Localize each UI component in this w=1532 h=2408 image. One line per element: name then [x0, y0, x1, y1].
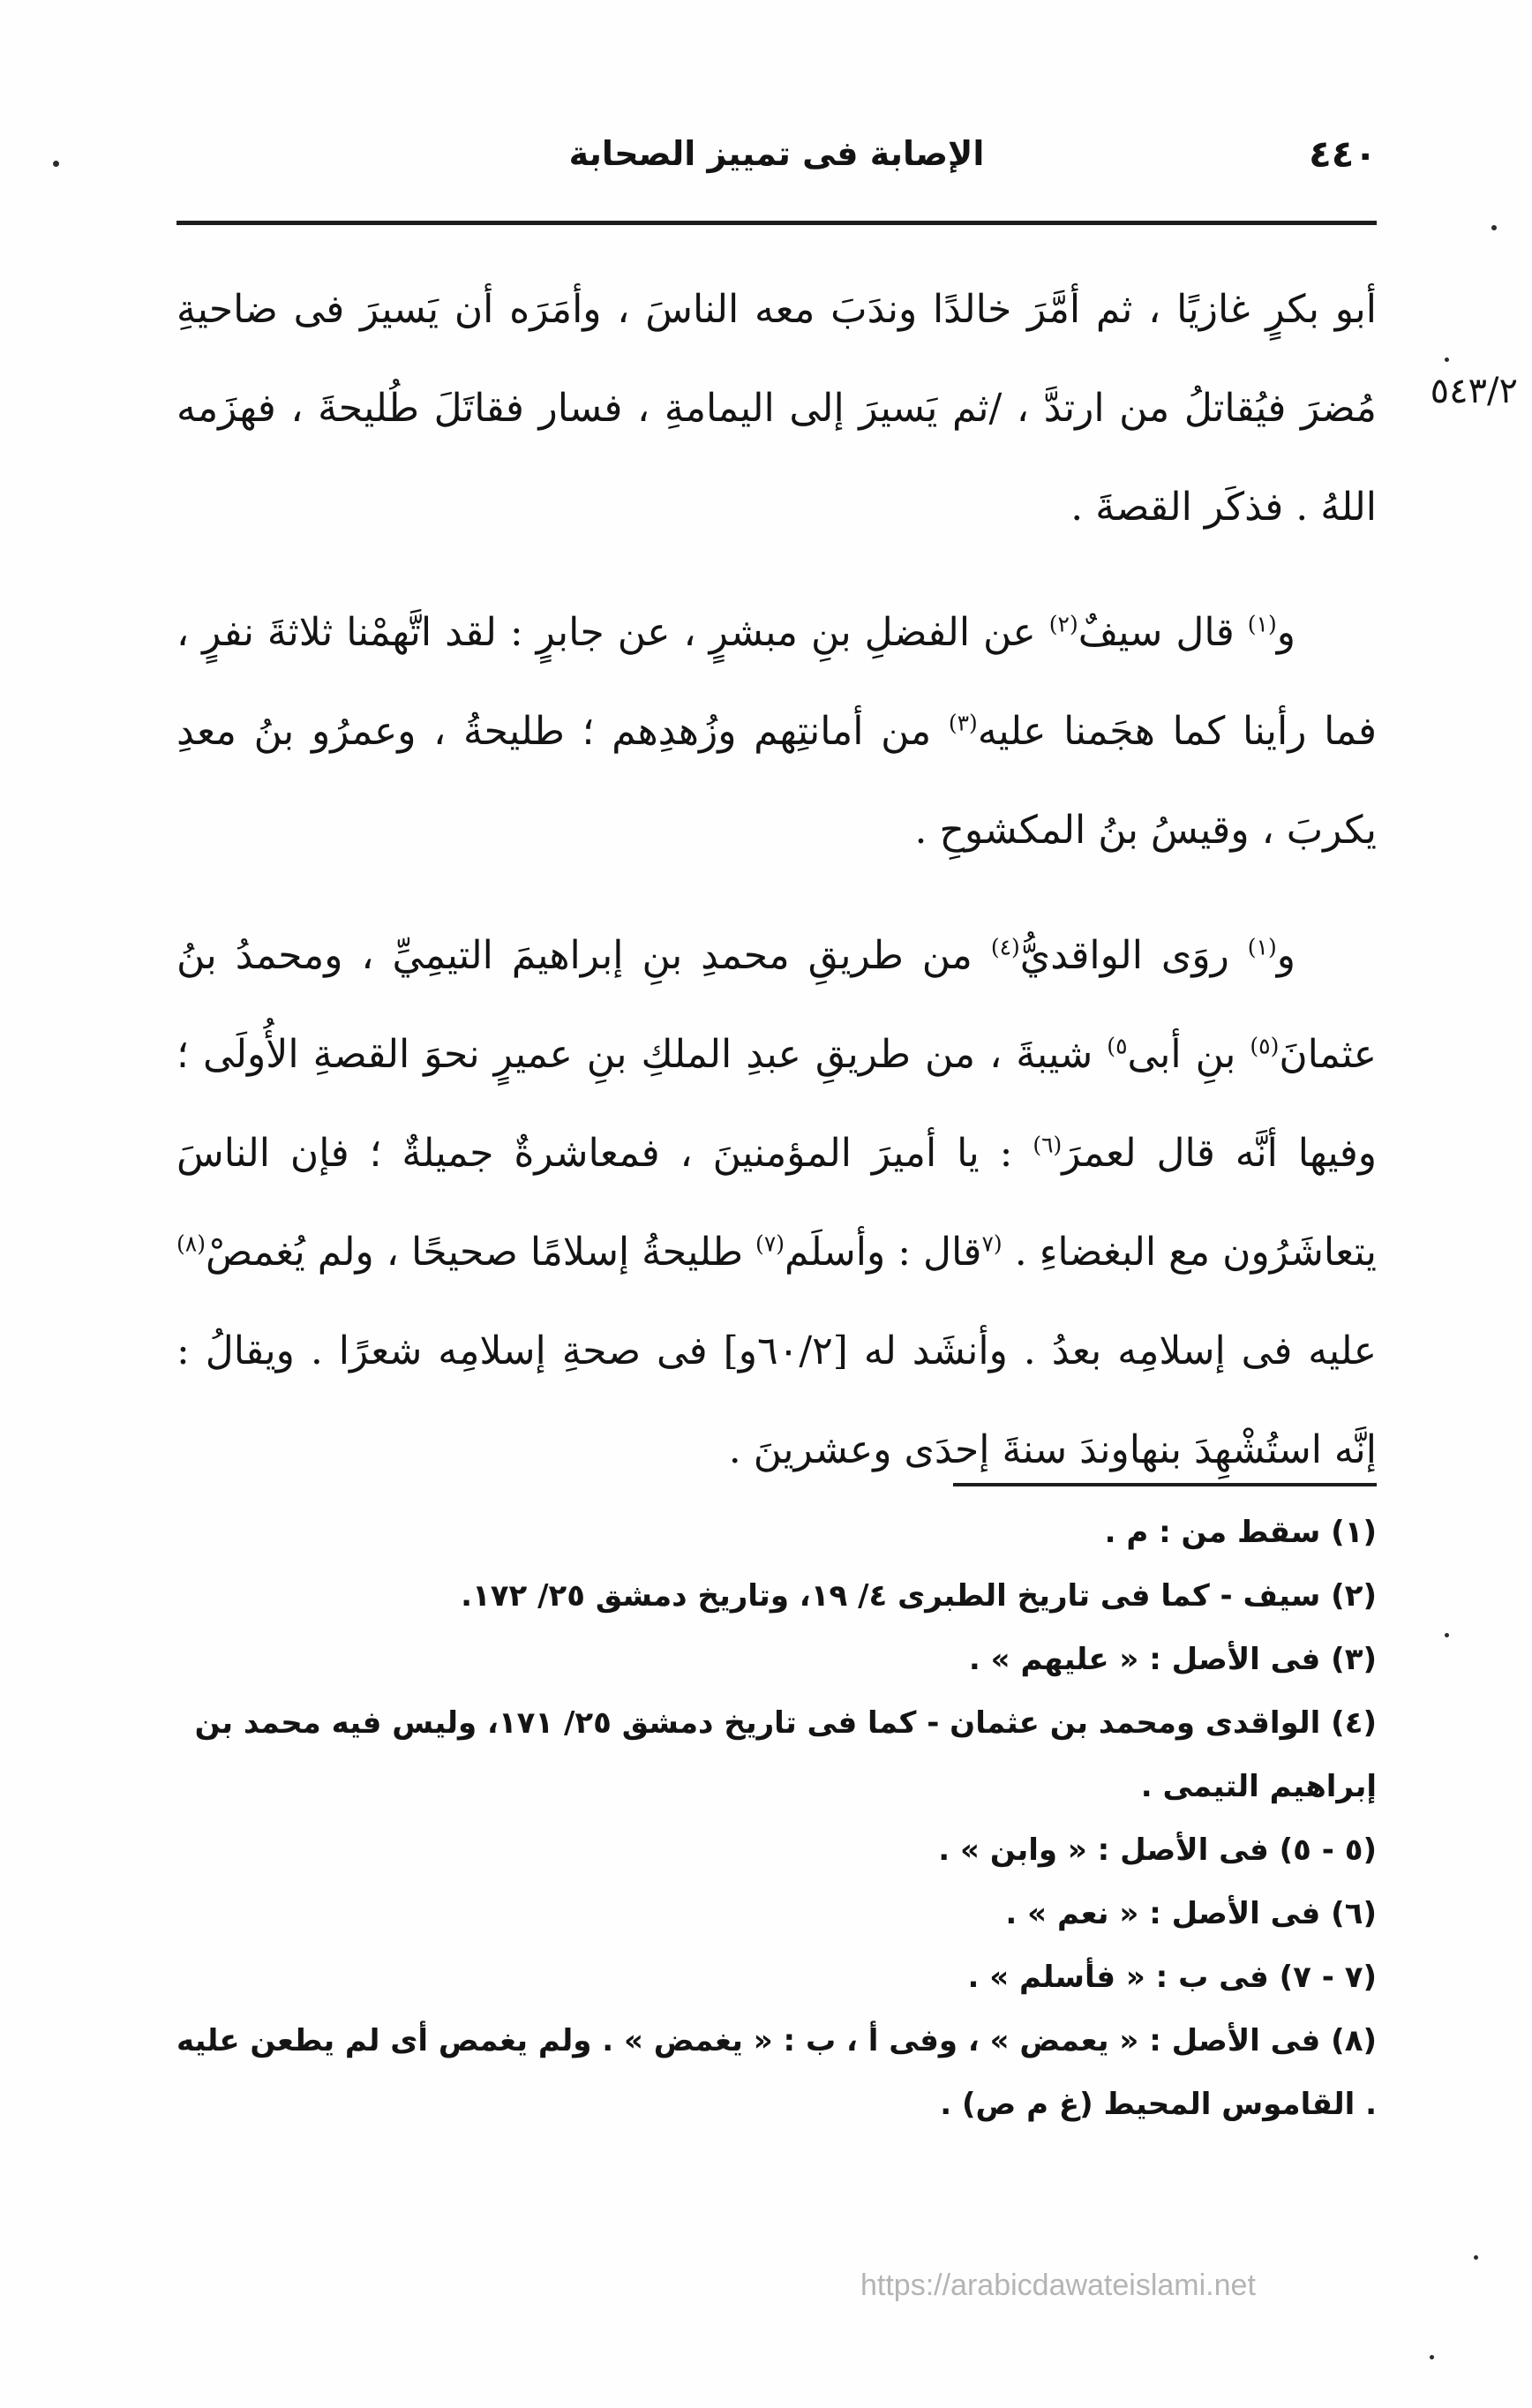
paragraph-1-line-1: أبو بكرٍ غازيًا ، ثم أمَّرَ خالدًا وندَبَ معه الناسَ ، وأمَرَه أن يَسيرَ فى ضاحيةِ مُضرَ — [176, 287, 1377, 431]
footnote-marker-7-open: (٧ — [981, 1230, 1003, 1257]
paragraph-2-text: قال سيفٌ — [1078, 610, 1235, 655]
footnote-8: (٨) فى الأصل : « يعمض » ، وفى أ ، ب : « يغمض » . ولم يغمص أى لم يطعن عليه . القاموس المحيط (غ م ص) . — [176, 2023, 1377, 2122]
scan-speck — [1430, 2355, 1434, 2359]
scan-speck — [1445, 1633, 1449, 1637]
paragraph-3-text: بنِ أبى — [1127, 1032, 1250, 1077]
footnote-marker-1: (١) — [1247, 611, 1277, 637]
paragraph-1-line-3: القصةَ . — [1070, 485, 1192, 530]
paragraph-3-text: شيبةَ ، من طريقِ عبدِ الملكِ بنِ عميرٍ نحوَ القصةِ الأُولَى ؛ وفيها أنَّه قال لعمرَ — [176, 1032, 1377, 1176]
paragraph-1 — [176, 260, 1377, 557]
running-title: الإصابة فى تمييز الصحابة — [568, 134, 985, 173]
scan-speck — [1491, 225, 1497, 230]
paragraph-3-text: من طريقِ محمدِ بنِ إبراهيمَ التيمِيِّ ، ومحمدُ بنُ عثمانَ — [176, 933, 1378, 1077]
paragraph-3-text: و — [1276, 933, 1295, 978]
footnote-1: (١) سقط من : م . — [1104, 1515, 1377, 1550]
margin-volume-page-reference: ٥٤٣/٢ — [1430, 371, 1518, 411]
footnote-7: (٧ - ٧) فى ب : « فأسلم » . — [967, 1960, 1377, 1995]
footnote-6: (٦) فى الأصل : « نعم » . — [1005, 1896, 1377, 1931]
footnote-marker-2: (٢) — [1048, 611, 1078, 637]
paragraph-2 — [176, 583, 1377, 880]
footnote-marker-1: (١) — [1247, 934, 1277, 960]
scan-speck — [1445, 357, 1449, 362]
page-header — [176, 132, 1377, 194]
footnote-2: (٢) سيف - كما فى تاريخ الطبرى ٤/ ١٩، وتاريخ دمشق ٢٥/ ١٧٢. — [461, 1578, 1377, 1614]
footnote-marker-7-close: (٧) — [755, 1230, 785, 1257]
paragraph-2-text: و — [1276, 610, 1295, 655]
scan-speck — [53, 161, 59, 167]
paragraph-2-text: عن الفضلِ بنِ مبشرٍ ، عن جابرٍ : لقد اتَّهمْنا ثلاثةَ نفرٍ ، فما رأينا كما هجَمنا عليه — [176, 610, 1377, 754]
paragraph-3 — [176, 907, 1377, 1500]
header-rule — [176, 221, 1377, 225]
footnote-5: (٥ - ٥) فى الأصل : « وابن » . — [938, 1832, 1377, 1868]
footnote-marker-5-open: (٥) — [1250, 1033, 1280, 1059]
footnote-marker-4: (٤) — [990, 934, 1020, 960]
paragraph-3-text: عليه فى إسلامِه بعدُ . وأنشَد له [٦٠/٢و] فى صحةِ إسلامِه شعرًا . ويقالُ : إنَّه استُشْهِدَ بنهاوندَ سنةَ إحدَى وعشرينَ . — [176, 1328, 1377, 1472]
footnote-4: (٤) الواقدى ومحمد بن عثمان - كما فى تاريخ دمشق ٢٥/ ١٧١، وليس فيه محمد بن إبراهيم التيمى . — [194, 1705, 1377, 1804]
footnotes-rule — [953, 1483, 1377, 1486]
paragraph-2-text: من أمانتِهم وزُهدِهم ؛ طليحةُ ، وعمرُو بنُ معدِ يكربَ ، وقيسُ بنُ المكشوحِ . — [176, 709, 1377, 853]
footnote-marker-8: (٨) — [176, 1230, 206, 1257]
footnote-marker-6: (٦) — [1033, 1132, 1063, 1158]
paragraph-3-text: : يا أميرَ المؤمنينَ ، فمعاشرةٌ جميلةٌ ؛ فإن الناسَ يتعاشَرُون مع البغضاءِ . — [176, 1131, 1377, 1275]
paragraph-1-line-2: فيُقاتلُ من ارتدَّ ، /ثم يَسيرَ إلى اليمامةِ ، فسار فقاتَلَ طُليحةَ ، فهزَمه اللهُ . فذكَر — [176, 386, 1377, 530]
footnote-marker-5-close: ٥) — [1107, 1033, 1128, 1059]
page-number: ٤٤٠ — [1309, 132, 1377, 176]
paragraph-3-text: قال : وأسلَم — [785, 1230, 982, 1275]
paragraph-3-text: طليحةُ إسلامًا صحيحًا ، ولم يُغمصْ — [205, 1230, 756, 1275]
footnotes — [176, 1501, 1377, 2136]
footnote-3: (٣) فى الأصل : « عليهم » . — [968, 1642, 1377, 1677]
paragraph-3-text: روَى الواقديُّ — [1019, 933, 1229, 978]
footnote-marker-3: (٣) — [948, 710, 978, 736]
main-text — [176, 260, 1377, 1500]
watermark: https://arabicdawateislami.net — [860, 2269, 1256, 2302]
scan-speck — [1474, 2255, 1478, 2260]
